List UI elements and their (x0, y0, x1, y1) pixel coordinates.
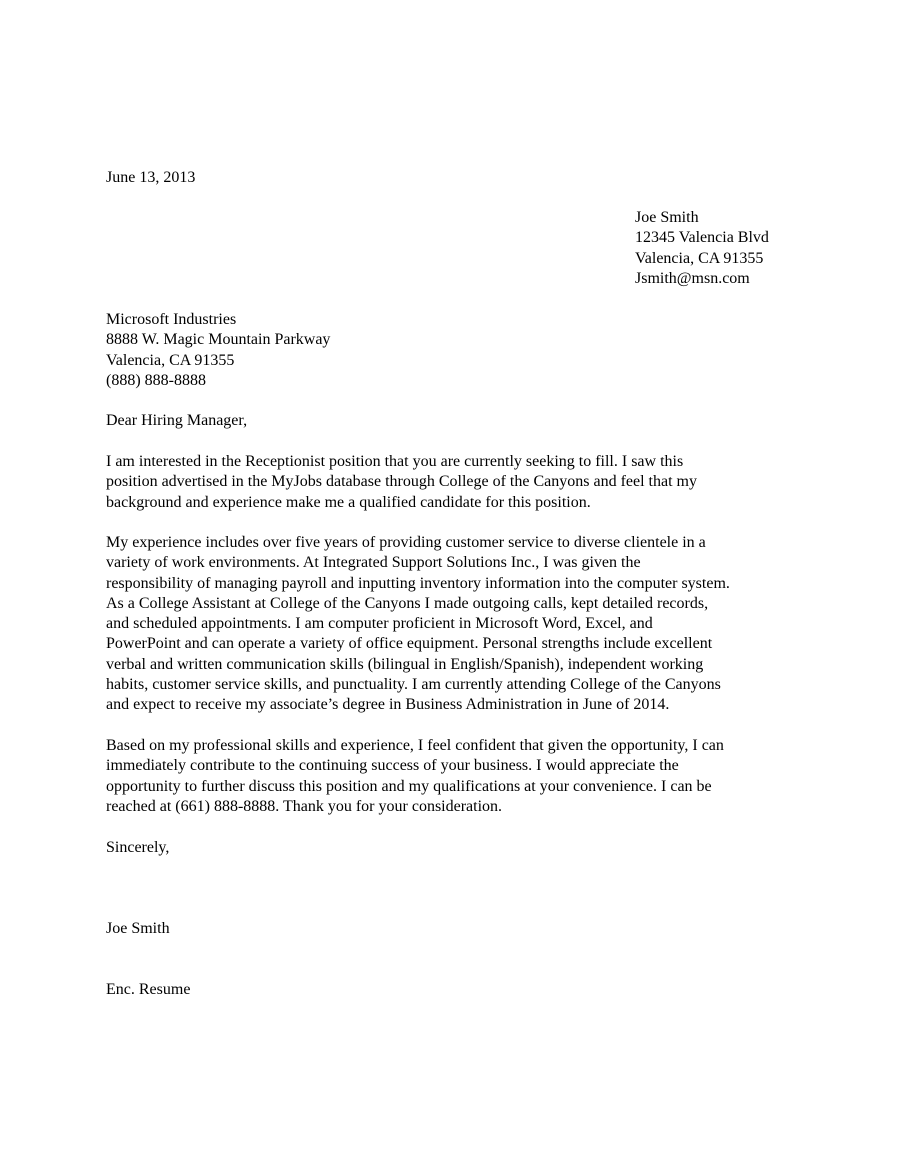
paragraph-line: and expect to receive my associate’s degree in Business Administration in June of 2014. (106, 696, 670, 714)
sender-name: Joe Smith (635, 209, 699, 226)
sender-city: Valencia, CA 91355 (635, 249, 764, 267)
salutation (106, 411, 247, 431)
paragraph-line: I am interested in the Receptionist position that you are currently seeking to fill. I saw this (106, 453, 684, 470)
date-text: June 13, 2013 (106, 169, 196, 186)
paragraph-line: As a College Assistant at College of the Canyons I made outgoing calls, kept detailed records, (106, 594, 709, 612)
paragraph-line: responsibility of managing payroll and inputting inventory information into the computer system. (106, 574, 730, 592)
recipient-company: Microsoft Industries (106, 311, 237, 328)
signature-name (106, 919, 170, 939)
salutation-text: Dear Hiring Manager, (106, 412, 248, 429)
paragraph-line: habits, customer service skills, and punctuality. I am currently attending College of the Canyons (106, 676, 721, 694)
body-paragraph-1 (106, 452, 697, 513)
body-paragraph-3 (106, 736, 724, 817)
closing (106, 838, 169, 858)
recipient-city: Valencia, CA 91355 (106, 351, 235, 369)
enclosure-text: Enc. Resume (106, 981, 191, 998)
paragraph-line: reached at (661) 888-8888. Thank you for your consideration. (106, 797, 503, 815)
recipient-address (106, 310, 330, 391)
paragraph-line: position advertised in the MyJobs database through College of the Canyons and feel that my (106, 473, 697, 491)
paragraph-line: immediately contribute to the continuing success of your business. I would appreciate the (106, 757, 679, 775)
paragraph-line: PowerPoint and can operate a variety of office equipment. Personal strengths include excellent (106, 635, 713, 653)
sender-street: 12345 Valencia Blvd (635, 229, 769, 247)
sender-address (635, 208, 769, 289)
paragraph-line: variety of work environments. At Integrated Support Solutions Inc., I was given the (106, 554, 641, 572)
recipient-phone: (888) 888-8888 (106, 371, 206, 389)
paragraph-line: opportunity to further discuss this position and my qualifications at your convenience. I can be (106, 777, 712, 795)
paragraph-line: verbal and written communication skills (bilingual in English/Spanish), independent working (106, 655, 704, 673)
signature-text: Joe Smith (106, 920, 170, 937)
closing-text: Sincerely, (106, 839, 170, 856)
body-paragraph-2 (106, 533, 730, 716)
paragraph-line: background and experience make me a qualified candidate for this position. (106, 493, 591, 511)
enclosure-note (106, 980, 190, 1000)
paragraph-line: Based on my professional skills and experience, I feel confident that given the opportunity, I can (106, 737, 724, 754)
sender-email: Jsmith@msn.com (635, 269, 750, 287)
recipient-street: 8888 W. Magic Mountain Parkway (106, 331, 331, 349)
letter-date (106, 168, 195, 188)
paragraph-line: and scheduled appointments. I am computer proficient in Microsoft Word, Excel, and (106, 615, 653, 633)
paragraph-line: My experience includes over five years of providing customer service to diverse clientele in a (106, 534, 706, 551)
